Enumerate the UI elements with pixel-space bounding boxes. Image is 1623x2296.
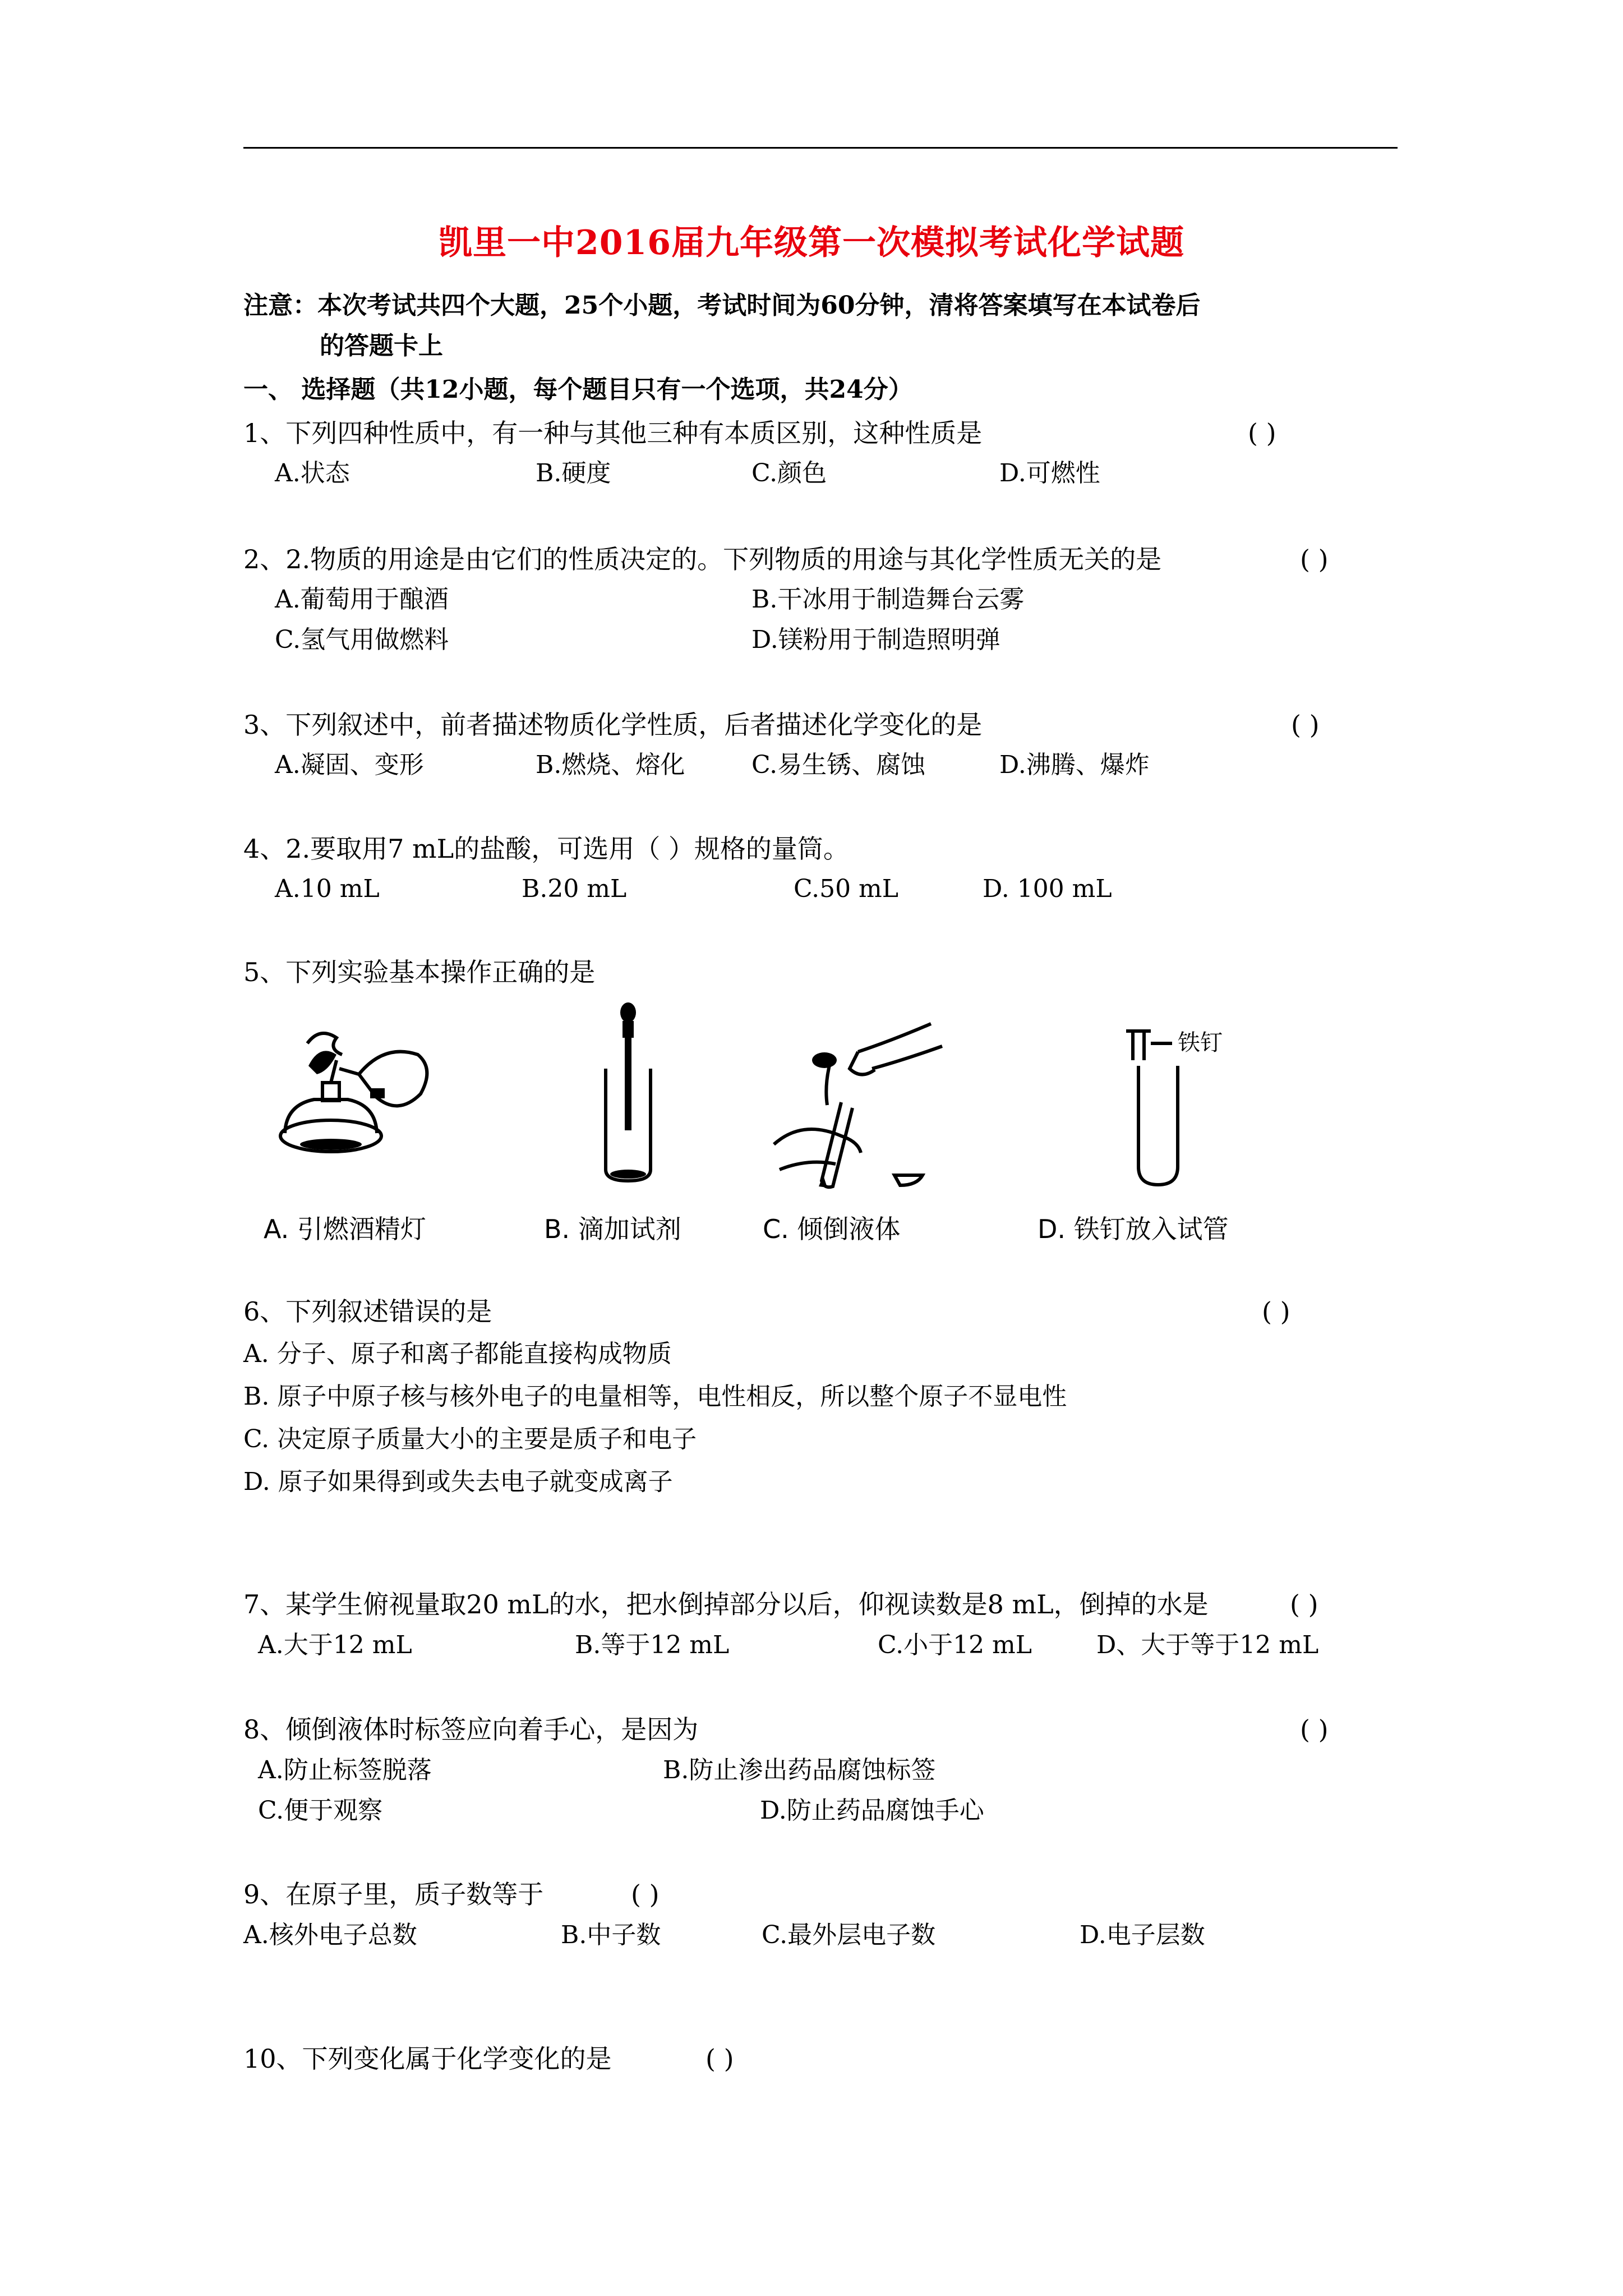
question-stem: 9、在原子里，质子数等于 [243, 1879, 544, 1910]
option: D.电子层数 [1080, 1921, 1205, 1949]
option: D.可燃性 [999, 459, 1100, 487]
option: C.氢气用做燃料 [275, 625, 449, 654]
option: A. 分子、原子和离子都能直接构成物质 [243, 1340, 672, 1368]
question-stem: 1、下列四种性质中，有一种与其他三种有本质区别，这种性质是 [243, 418, 983, 448]
figure-caption-a: A. 引燃酒精灯 [264, 1214, 426, 1244]
option: D. 100 mL [983, 875, 1112, 903]
answer-paren: ( ) [1300, 544, 1329, 574]
option: A.10 mL [275, 875, 380, 903]
option: C.小于12 mL [878, 1631, 1032, 1659]
answer-paren: ( ) [706, 2044, 734, 2074]
figure-caption-b: B. 滴加试剂 [544, 1214, 681, 1244]
option: D.防止药品腐蚀手心 [760, 1796, 984, 1825]
option: A.大于12 mL [258, 1631, 412, 1659]
option: C.易生锈、腐蚀 [751, 751, 926, 779]
option: B.中子数 [561, 1921, 661, 1949]
option: C.最外层电子数 [762, 1921, 936, 1949]
option: B.等于12 mL [575, 1631, 730, 1659]
answer-paren: ( ) [1262, 1296, 1290, 1327]
figure-caption-d: D. 铁钉放入试管 [1038, 1214, 1229, 1244]
option: A.凝固、变形 [275, 751, 424, 779]
option: A.核外电子总数 [243, 1921, 417, 1949]
question-stem: 5、下列实验基本操作正确的是 [243, 957, 596, 987]
header-rule [243, 147, 1398, 149]
option: B.燃烧、熔化 [536, 751, 685, 779]
option: B.硬度 [536, 459, 611, 487]
option: A.状态 [275, 459, 350, 487]
notice-line-1: 注意：本次考试共四个大题，25个小题，考试时间为60分钟，清将答案填写在本试卷后 [243, 291, 1201, 320]
answer-paren: ( ) [631, 1879, 660, 1910]
question-stem: 6、下列叙述错误的是 [243, 1296, 492, 1327]
answer-paren: ( ) [1290, 1589, 1318, 1619]
answer-paren: ( ) [1300, 1714, 1329, 1745]
section-heading: 一、 选择题（共12小题，每个题目只有一个选项，共24分） [243, 375, 913, 404]
option: A.葡萄用于酿酒 [275, 585, 449, 614]
question-stem: 8、倾倒液体时标签应向着手心，是因为 [243, 1714, 699, 1745]
nail-test-tube-figure [1116, 1021, 1273, 1189]
option: C.颜色 [751, 459, 827, 487]
figure-caption-c: C. 倾倒液体 [763, 1214, 901, 1244]
option: C. 决定原子质量大小的主要是质子和电子 [243, 1425, 697, 1453]
option: C.便于观察 [258, 1796, 383, 1825]
answer-paren: ( ) [1248, 418, 1276, 448]
option: B.干冰用于制造舞台云雾 [751, 585, 1025, 614]
option: B.20 mL [522, 875, 627, 903]
option: D、大于等于12 mL [1096, 1631, 1319, 1659]
answer-paren: ( ) [1291, 710, 1320, 740]
exam-title: 凯里一中2016届九年级第一次模拟考试化学试题 [439, 223, 1184, 263]
option: D.镁粉用于制造照明弹 [751, 625, 1000, 654]
pouring-figure [763, 1007, 948, 1192]
notice-line-2: 的答题卡上 [320, 332, 443, 360]
option: B.防止渗出药品腐蚀标签 [663, 1756, 936, 1784]
option: B. 原子中原子核与核外电子的电量相等，电性相反，所以整个原子不显电性 [243, 1382, 1067, 1411]
question-stem: 3、下列叙述中，前者描述物质化学性质，后者描述化学变化的是 [243, 710, 983, 740]
dropper-figure [589, 1001, 667, 1186]
nail-label: 铁钉 [1178, 1030, 1223, 1056]
option: D.沸腾、爆炸 [999, 751, 1150, 779]
question-stem: 2、2.物质的用途是由它们的性质决定的。下列物质的用途与其化学性质无关的是 [243, 544, 1162, 574]
question-stem: 7、某学生俯视量取20 mL的水，把水倒掉部分以后，仰视读数是8 mL，倒掉的水是 [243, 1589, 1209, 1619]
question-stem: 10、下列变化属于化学变化的是 [243, 2044, 612, 2074]
alcohol-lamp-figure [275, 1021, 443, 1172]
option: A.防止标签脱落 [258, 1756, 432, 1784]
question-stem: 4、2.要取用7 mL的盐酸，可选用（ ）规格的量筒。 [243, 834, 849, 864]
option: D. 原子如果得到或失去电子就变成离子 [243, 1467, 673, 1496]
option: C.50 mL [794, 875, 898, 903]
